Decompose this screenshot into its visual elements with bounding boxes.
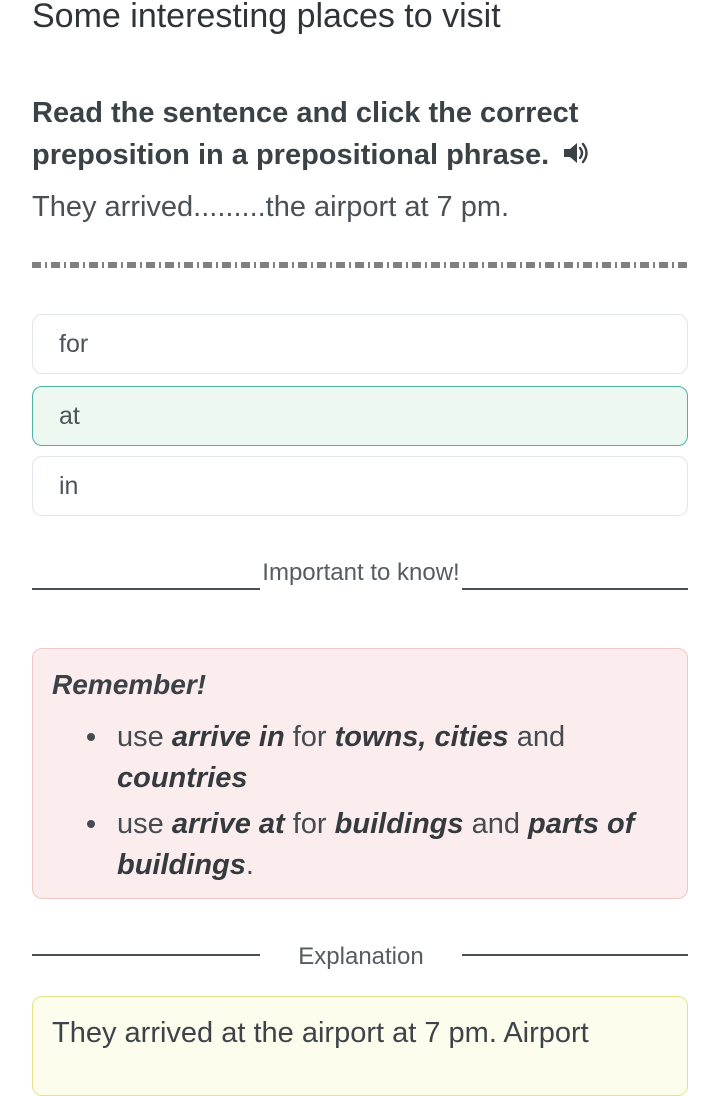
question-instruction bbox=[32, 92, 672, 176]
rule-item bbox=[117, 804, 677, 886]
instruction-text: Read the sentence and click the correct preposition in a prepositional phrase. bbox=[32, 97, 579, 171]
rule-text: for bbox=[284, 808, 335, 840]
rule-text: and bbox=[508, 721, 566, 753]
divider-line-left bbox=[32, 588, 260, 590]
remember-title: Remember! bbox=[52, 669, 207, 700]
rule-text: for bbox=[284, 721, 335, 753]
rule-text: use bbox=[117, 721, 172, 753]
divider-line-left bbox=[32, 954, 260, 956]
rule-emphasis: buildings bbox=[334, 808, 464, 840]
explanation-box bbox=[32, 996, 688, 1096]
option-label: for bbox=[59, 330, 89, 358]
rule-emphasis: parts of buildings bbox=[117, 808, 635, 881]
divider-line-right bbox=[462, 954, 688, 956]
rule-emphasis: towns, cities bbox=[334, 721, 509, 753]
rule-item bbox=[117, 717, 677, 799]
explanation-divider bbox=[32, 940, 688, 974]
speaker-icon[interactable] bbox=[561, 138, 591, 168]
important-divider bbox=[32, 556, 688, 626]
option-in[interactable] bbox=[32, 456, 688, 516]
option-for[interactable] bbox=[32, 314, 688, 374]
option-label: in bbox=[59, 472, 79, 500]
explanation-label: Explanation bbox=[298, 943, 424, 970]
remember-box bbox=[32, 648, 688, 899]
rule-text: use bbox=[117, 808, 172, 840]
divider-line-right bbox=[462, 588, 688, 590]
dashed-separator bbox=[32, 262, 688, 268]
rule-text: . bbox=[245, 849, 254, 881]
page-title: Some interesting places to visit bbox=[32, 0, 501, 35]
rule-emphasis: arrive at bbox=[171, 808, 285, 840]
option-at[interactable] bbox=[32, 386, 688, 446]
rule-emphasis: arrive in bbox=[171, 721, 285, 753]
rule-text: and bbox=[463, 808, 529, 840]
explanation-text: They arrived at the airport at 7 pm. Airport bbox=[52, 1017, 589, 1049]
important-label: Important to know! bbox=[262, 559, 460, 586]
option-label: at bbox=[59, 402, 80, 430]
question-sentence: They arrived.........the airport at 7 pm. bbox=[32, 191, 510, 223]
rule-emphasis: countries bbox=[117, 762, 248, 794]
